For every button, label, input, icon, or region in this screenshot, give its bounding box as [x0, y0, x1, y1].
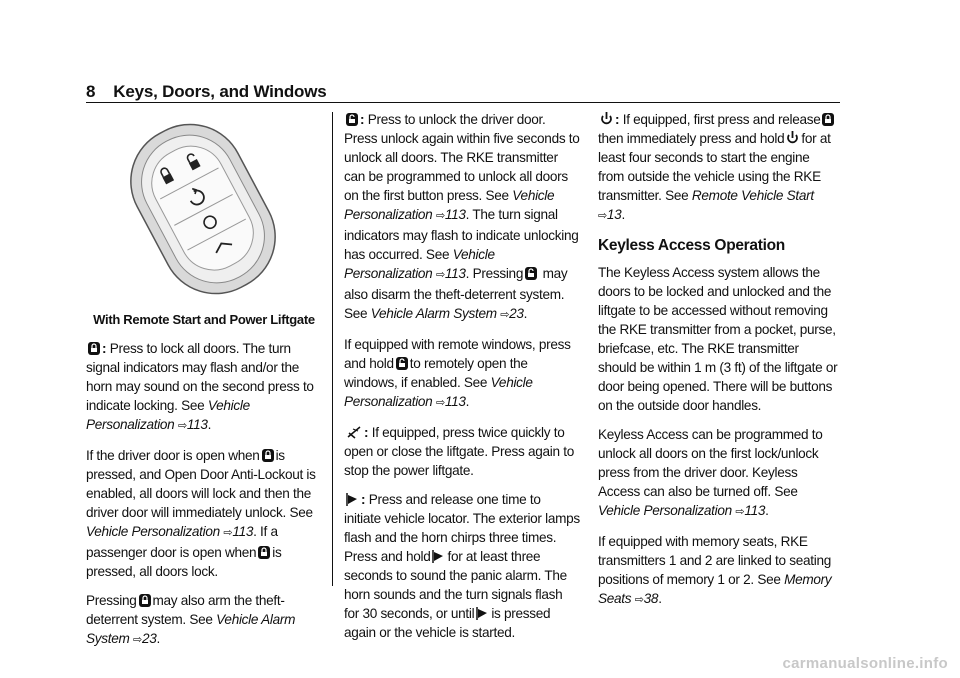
unlock-icon	[525, 267, 537, 280]
page-link[interactable]: 113	[444, 394, 466, 409]
panic-icon	[432, 550, 445, 563]
lock-icon	[88, 342, 100, 355]
page-ref-arrow-icon: ⇨	[177, 420, 187, 432]
figure-caption: With Remote Start and Power Liftgate	[93, 312, 315, 327]
page-ref-arrow-icon: ⇨	[133, 634, 142, 646]
page-ref-arrow-icon: ⇨	[634, 594, 644, 606]
remote-start-icon	[600, 112, 613, 126]
column-divider	[332, 112, 333, 586]
lock-icon	[258, 546, 270, 559]
keyless-access-paragraph-1: The Keyless Access system allows the doors to be locked and unlocked and the liftgate to be accessed without removing the RKE transmitter from a pocket, purse, briefcase, etc. The RKE transmitter should be within 1 m (3 ft) of the liftgate or door being opened. There will be buttons on the outside door handles.	[598, 265, 838, 413]
panic-icon	[346, 493, 359, 506]
arm-paragraph: Pressing may also arm the theft-deterrent system. See Vehicle Alarm System ⇨23.	[86, 593, 296, 646]
lock-paragraph: : Press to lock all doors. The turn signal indicators may flash and/or the horn may sound on the second press to indicate locking. See Vehicle Personalization ⇨113.	[86, 341, 314, 432]
header-rule	[86, 102, 840, 103]
page-link[interactable]: 113	[744, 503, 766, 518]
page-ref-arrow-icon: ⇨	[735, 506, 745, 518]
page-link[interactable]: 23	[141, 631, 157, 646]
keyless-access-paragraph-3: If equipped with memory seats, RKE transmitters 1 and 2 are linked to seating positions of memory 1 or 2. See Memory Seats ⇨38.	[598, 534, 832, 606]
lock-icon	[262, 449, 274, 462]
page-link[interactable]: 113	[444, 266, 466, 281]
page-ref-arrow-icon: ⇨	[435, 397, 445, 409]
panic-icon	[476, 607, 489, 620]
remote-windows-paragraph: If equipped with remote windows, press and hold to remotely open the windows, if enabled. See Vehicle Personalization ⇨113.	[344, 337, 571, 409]
page-ref-arrow-icon: ⇨	[500, 309, 510, 321]
key-fob-illustration	[108, 114, 298, 304]
column-1	[86, 110, 322, 660]
unlock-icon	[346, 113, 358, 126]
page-ref-arrow-icon: ⇨	[435, 210, 445, 222]
lock-icon	[139, 594, 151, 607]
page-link[interactable]: 13	[606, 207, 622, 222]
page-link[interactable]: 113	[444, 207, 466, 222]
unlock-paragraph: : Press to unlock the driver door. Press unlock again within five seconds to unlock all doors. The RKE transmitter can be programmed to unlock all doors on the first button press. See Vehicle Personalization ⇨113. The turn signal indicators may flash to indicate unlocking has occurred. See Vehicle Personalization ⇨113. Pressing may also disarm the theft-deterrent system. See Vehicle Alarm System ⇨23.	[344, 112, 580, 321]
liftgate-paragraph: : If equipped, press twice quickly to open or close the liftgate. Press again to stop the power liftgate.	[344, 425, 574, 478]
page-ref-arrow-icon: ⇨	[435, 269, 445, 281]
section-title: Keys, Doors, and Windows	[113, 82, 327, 101]
panic-paragraph: : Press and release one time to initiate vehicle locator. The exterior lamps flash and the horn chirps three times. Press and hold for at least three seconds to sound the panic alarm. The horn sounds and the turn signals flash for 30 seconds, or until is pressed again or the vehicle is started.	[344, 492, 580, 640]
liftgate-icon	[346, 425, 362, 439]
page-header	[86, 82, 327, 102]
remote-start-paragraph: : If equipped, first press and release then immediately press and hold for at least four seconds to start the engine from outside the vehicle using the RKE transmitter. See Remote Vehicle Start ⇨13.	[598, 110, 838, 226]
open-door-paragraph: If the driver door is open when is pressed, and Open Door Anti-Lockout is enabled, all doors will lock and then the driver door will immediately unlock. See Vehicle Personalization ⇨113. If a passenger door is open when is pressed, all doors lock.	[86, 448, 316, 579]
column-2	[344, 110, 580, 652]
page-link[interactable]: 38	[643, 591, 659, 606]
unlock-icon	[396, 357, 408, 370]
lock-icon	[822, 113, 834, 126]
watermark: carmanualsonline.info	[782, 655, 948, 672]
section-heading: Keyless Access Operation	[598, 237, 785, 254]
keyless-access-paragraph-2: Keyless Access can be programmed to unlock all doors on the first lock/unlock press from the driver door. Keyless Access can also be turned off. See Vehicle Personalization ⇨113.	[598, 427, 823, 518]
page-ref-arrow-icon: ⇨	[223, 527, 233, 539]
page-link[interactable]: 113	[232, 524, 254, 539]
remote-start-icon	[786, 131, 799, 145]
page-link[interactable]: 23	[509, 306, 524, 321]
page-link[interactable]: 113	[186, 417, 208, 432]
page-ref-arrow-icon: ⇨	[598, 210, 607, 222]
column-3	[598, 110, 838, 620]
page-number: 8	[86, 82, 96, 101]
